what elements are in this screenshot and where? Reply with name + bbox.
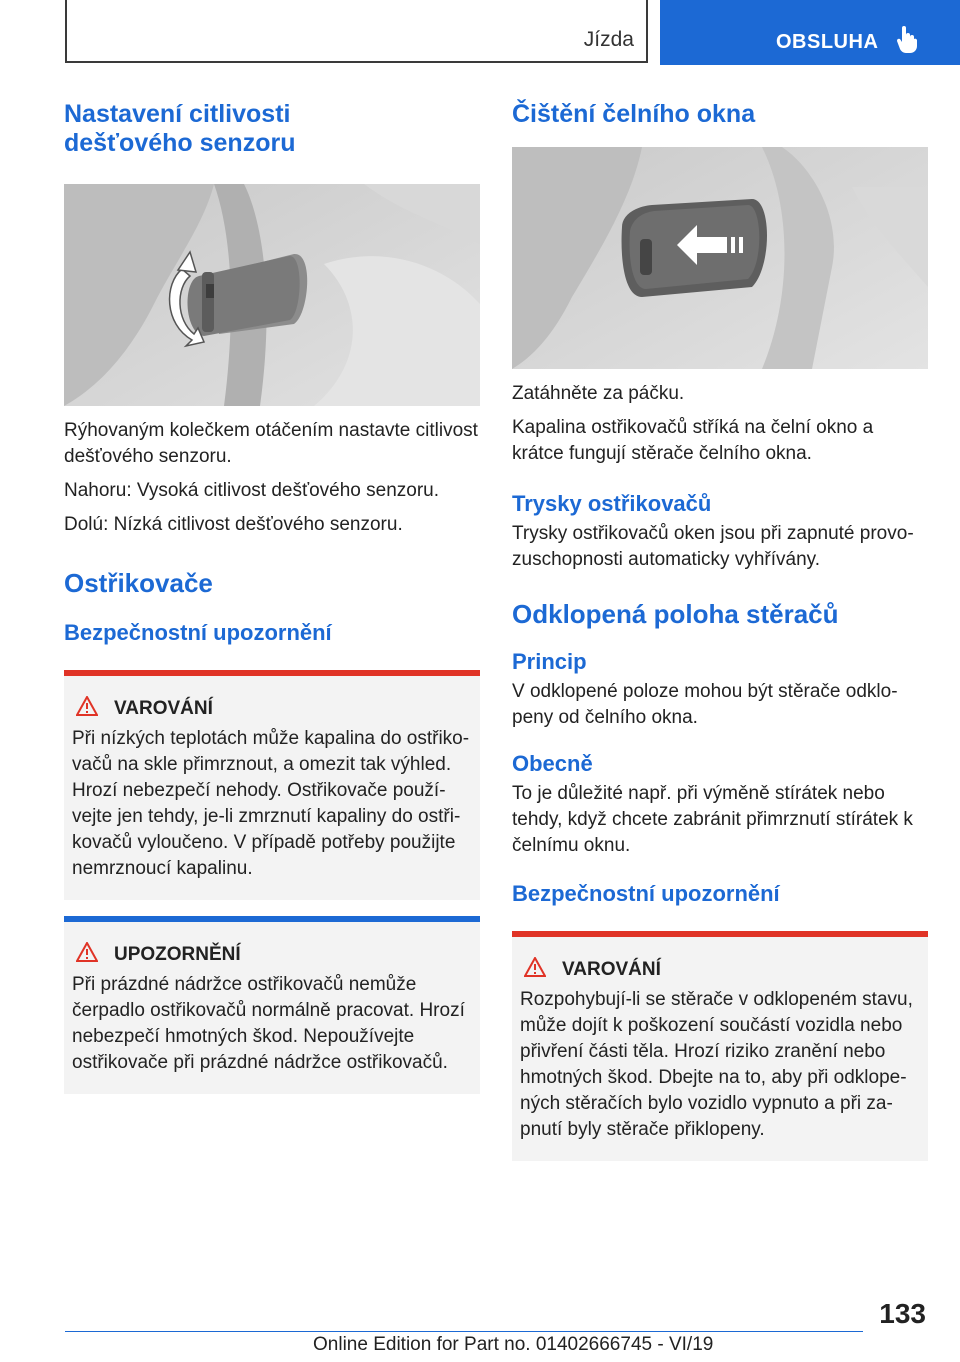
notice-box	[64, 916, 480, 1094]
heading-foldout: Odklopená poloha stěračů	[512, 599, 839, 629]
rain-text-3: Dolú: Nízká citlivost dešťového senzoru.	[64, 514, 403, 535]
notice-text: Při prázdné nádržce ostřikovačů nemůže čerpadlo ostřikovačů normálně pracovat. Hrozí nebezpečí hmotných škod. Nepoužívejte ostřikovače při prázdné nádržce ostřikovačů.	[72, 974, 465, 1073]
heading-safety-right: Bezpečnostní upozornění	[512, 881, 780, 906]
rain-text-2: Nahoru: Vysoká citlivost dešťového senzoru.	[64, 480, 439, 501]
heading-safety-left: Bezpečnostní upozornění	[64, 620, 332, 645]
rain-text-1: Rýhovaným kolečkem otáčením nastavte citlivost dešťového senzoru.	[64, 420, 478, 467]
section-tab	[660, 0, 960, 65]
warning-title-row	[520, 957, 920, 983]
wiper-stalk-wheel-illustration	[64, 184, 480, 406]
warning-box-1	[64, 670, 480, 900]
windshield-cleaning-figure	[512, 147, 928, 369]
warning-title: VAROVÁNÍ	[114, 698, 213, 719]
warning-bar	[512, 931, 928, 937]
rain-sensor-figure	[64, 184, 480, 406]
warning-title-row	[72, 696, 472, 722]
warning-triangle-icon	[76, 696, 98, 722]
section-title: OBSLUHA	[776, 31, 879, 53]
chapter-title: Jízda	[583, 28, 634, 51]
notice-bar	[64, 916, 480, 922]
principle-text: V odklopené poloze mohou být stěrače odklopeny od čelního okna.	[512, 681, 898, 728]
heading-cleaning: Čištění čelního okna	[512, 100, 756, 128]
warning-text: Při nízkých teplotách může kapalina do ostřikovačů na skle přimrznout, a omezit tak výhled. Hrozí nebezpečí nehody. Ostřikovače používejte jen tehdy, je-li zmrznutí kapaliny do ostřikovačů vyloučeno. V případě potřeby použijte nemrznoucí kapalinu.	[72, 728, 470, 879]
heading-nozzles: Trysky ostřikovačů	[512, 491, 712, 516]
page-number: 133	[879, 1298, 926, 1329]
heading-washers: Ostřikovače	[64, 568, 213, 598]
heading-general: Obecně	[512, 751, 593, 776]
footer-divider	[65, 1331, 863, 1332]
general-text: To je důležité např. při výměně stírátek nebo tehdy, když chcete zabránit přimrznutí stírátek k čelnímu oknu.	[512, 783, 913, 856]
header-chapter-box	[65, 0, 648, 63]
warning-title: VAROVÁNÍ	[562, 959, 661, 980]
notice-title-row	[72, 942, 472, 968]
warning-triangle-icon	[76, 942, 98, 968]
warning-box-2	[512, 931, 928, 1161]
edition-text: Online Edition for Part no. 01402666745 - VI/19	[313, 1334, 714, 1355]
left-column	[64, 100, 480, 1094]
heading-rain-sensor: Nastavení citlivosti dešťového senzoru	[64, 100, 296, 157]
clean-text-1: Zatáhněte za páčku.	[512, 383, 685, 404]
pointing-hand-icon	[896, 26, 918, 59]
heading-principle: Princip	[512, 649, 587, 674]
clean-text-2: Kapalina ostřikovačů stříká na čelní okno a krátce fungují stěrače čelního okna.	[512, 417, 874, 464]
notice-title: UPOZORNĚNÍ	[114, 944, 241, 965]
warning-triangle-icon	[524, 957, 546, 983]
nozzles-text: Trysky ostřikovačů oken jsou při zapnuté provozuschopnosti automaticky vyhřívány.	[512, 523, 914, 570]
wiper-stalk-pull-illustration	[512, 147, 928, 369]
right-column	[512, 100, 928, 1161]
warning-text: Rozpohybují-li se stěrače v odklopeném stavu, může dojít k poškození součástí vozidla nebo přivření části těla. Hrozí riziko zranění nebo hmotných škod. Dbejte na to, aby při odklopených stěračích bylo vozidlo vypnuto a při zapnutí byly stěrače přiklopeny.	[520, 989, 913, 1140]
warning-bar	[64, 670, 480, 676]
